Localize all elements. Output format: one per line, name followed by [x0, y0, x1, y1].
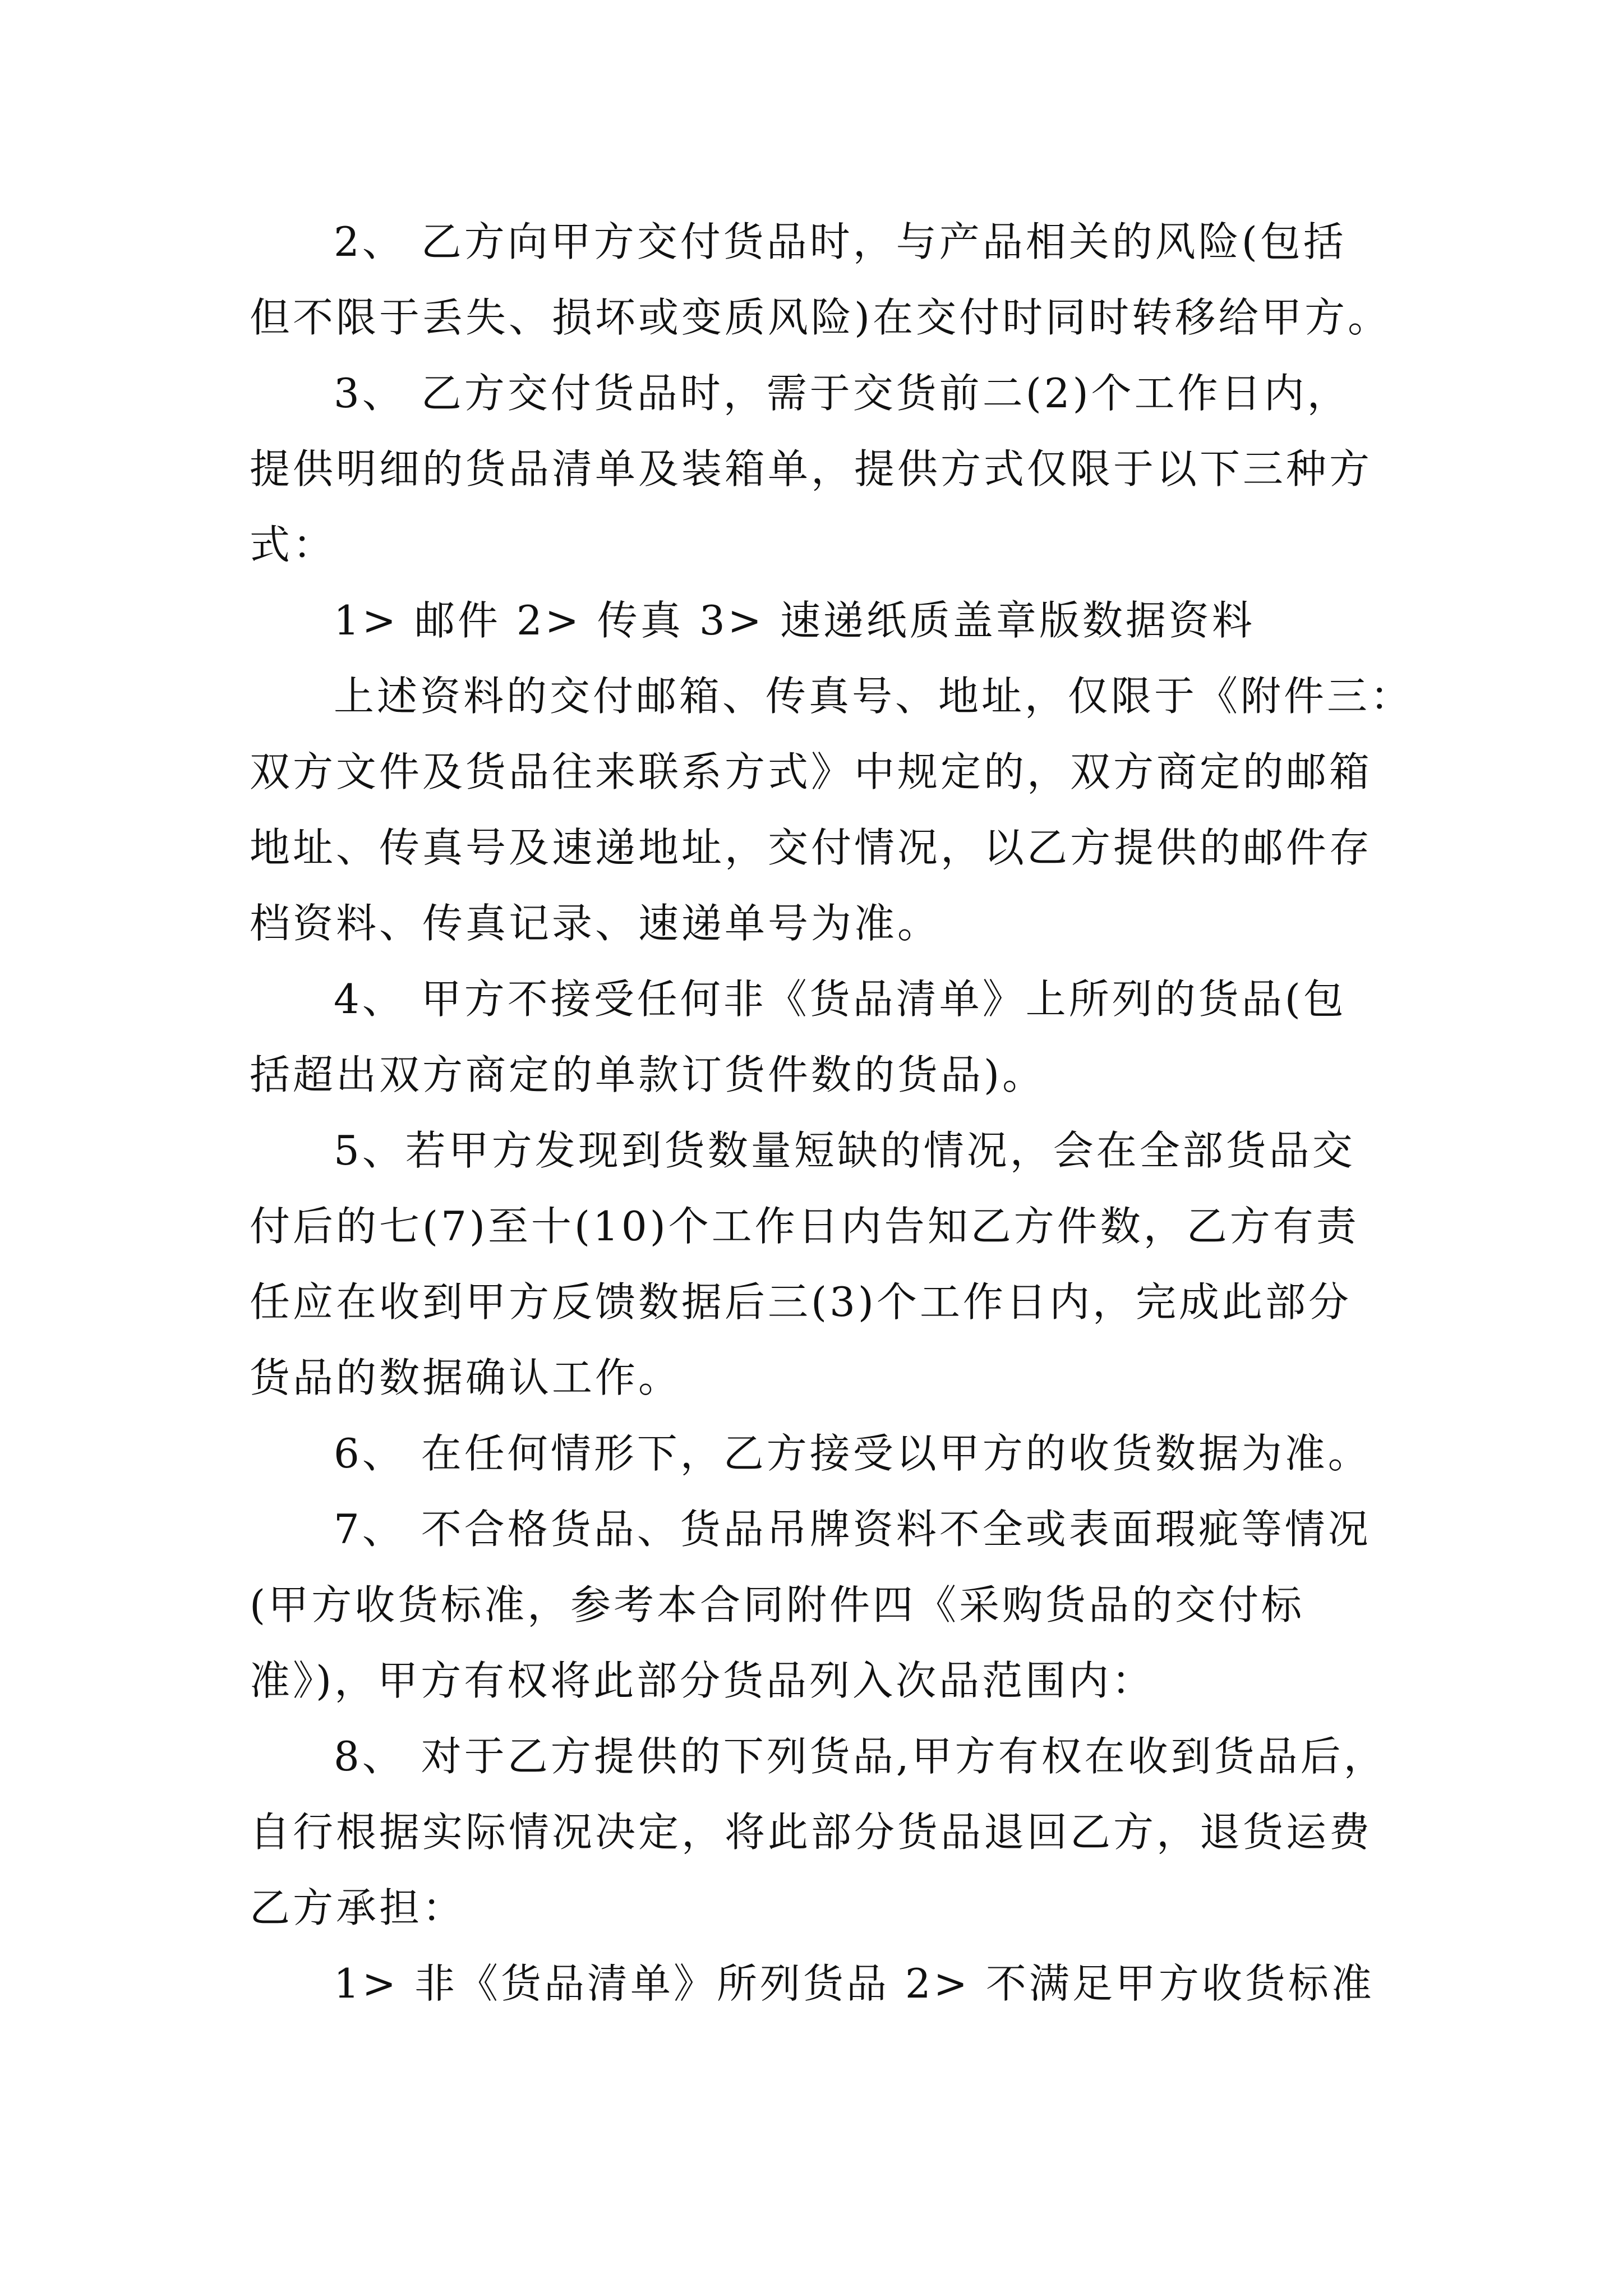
delivery-contact-line-1: 上述资料的交付邮箱、传真号、地址，仅限于《附件三：	[334, 673, 1414, 720]
return-items-line: 1> 非《货品清单》所列货品 2> 不满足甲方收货标准	[334, 1960, 1375, 2007]
clause-8-line-3: 乙方承担：	[250, 1884, 466, 1931]
delivery-methods-line: 1> 邮件 2> 传真 3> 速递纸质盖章版数据资料	[334, 597, 1255, 644]
clause-6-line-1: 6、 在任何情形下，乙方接受以甲方的收货数据为准。	[334, 1430, 1371, 1477]
delivery-contact-line-4: 档资料、传真记录、速递单号为准。	[250, 900, 941, 947]
clause-7-line-2: (甲方收货标准，参考本合同附件四《采购货品的交付标	[250, 1581, 1305, 1628]
clause-5-line-1: 5、若甲方发现到货数量短缺的情况，会在全部货品交	[334, 1127, 1355, 1174]
clause-7-line-3: 准》)，甲方有权将此部分货品列入次品范围内：	[250, 1657, 1155, 1704]
clause-8-line-1: 8、 对于乙方提供的下列货品,甲方有权在收到货品后，	[334, 1733, 1387, 1780]
clause-8-line-2: 自行根据实际情况决定，将此部分货品退回乙方，退货运费	[250, 1809, 1373, 1856]
clause-4-line-1: 4、 甲方不接受任何非《货品清单》上所列的货品(包	[334, 976, 1347, 1023]
clause-4-line-2: 括超出双方商定的单款订货件数的货品)。	[250, 1051, 1046, 1098]
clause-3-line-1: 3、 乙方交付货品时，需于交货前二(2)个工作日内，	[334, 370, 1350, 417]
clause-3-line-2: 提供明细的货品清单及装箱单，提供方式仅限于以下三种方	[250, 445, 1373, 493]
clause-2-line-2: 但不限于丢失、损坏或变质风险)在交付时同时转移给甲方。	[250, 294, 1391, 341]
clause-7-line-1: 7、 不合格货品、货品吊牌资料不全或表面瑕疵等情况	[334, 1506, 1371, 1553]
clause-5-line-2: 付后的七(7)至十(10)个工作日内告知乙方件数，乙方有责	[250, 1203, 1359, 1250]
delivery-contact-line-2: 双方文件及货品往来联系方式》中规定的，双方商定的邮箱	[250, 748, 1373, 795]
clause-5-line-3: 任应在收到甲方反馈数据后三(3)个工作日内，完成此部分	[250, 1278, 1352, 1326]
clause-5-line-4: 货品的数据确认工作。	[250, 1354, 682, 1401]
clause-3-line-3: 式：	[250, 521, 336, 568]
delivery-contact-line-3: 地址、传真号及速递地址，交付情况，以乙方提供的邮件存	[250, 824, 1373, 871]
clause-2-line-1: 2、 乙方向甲方交付货品时，与产品相关的风险(包括	[334, 218, 1347, 265]
